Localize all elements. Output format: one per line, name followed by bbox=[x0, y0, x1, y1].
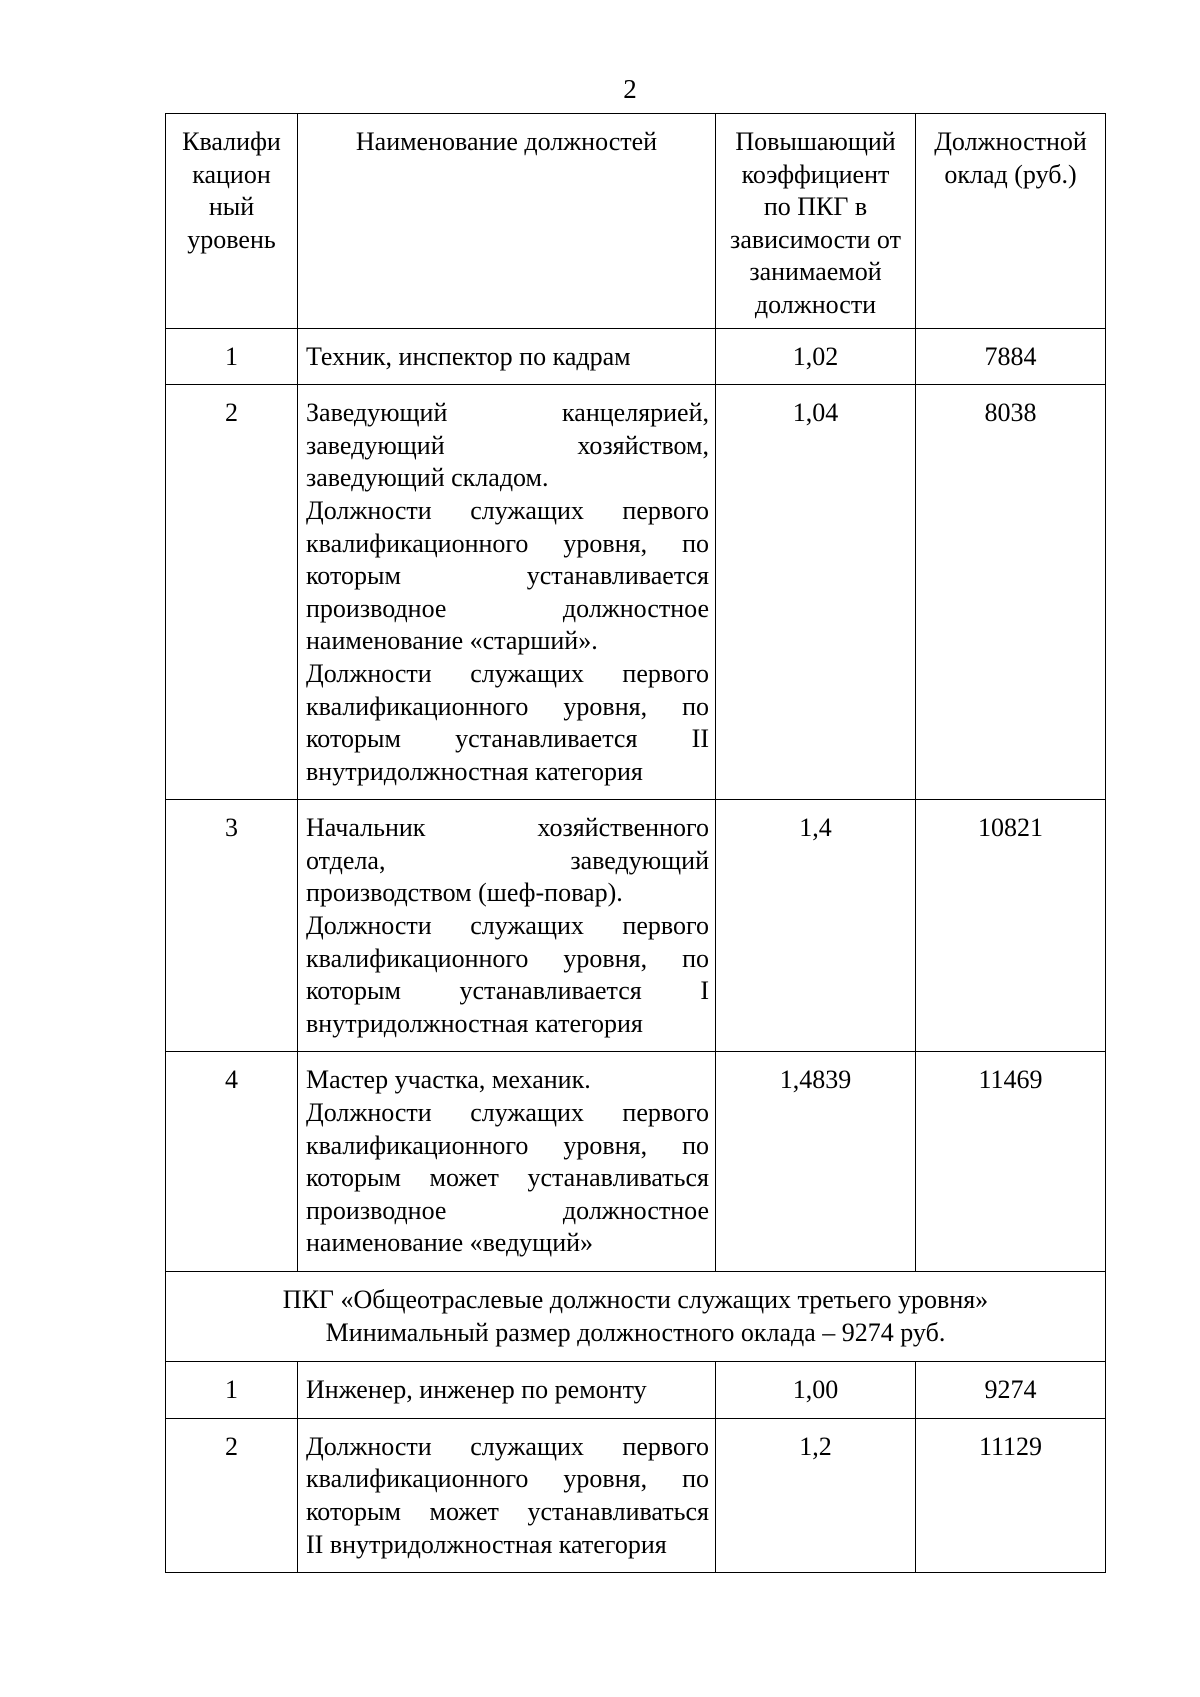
header-level-line: уровень bbox=[187, 224, 276, 254]
table-row bbox=[166, 328, 1106, 385]
coefficient-cell: 1,00 bbox=[716, 1362, 916, 1419]
header-qualification-level bbox=[166, 114, 298, 329]
table-body-group-2 bbox=[166, 1362, 1106, 1573]
table-row bbox=[166, 1362, 1106, 1419]
position-name-line: заведующий складом. bbox=[306, 463, 549, 493]
position-name-cell bbox=[298, 1418, 716, 1572]
header-coefficient-line: занимаемой bbox=[749, 257, 882, 287]
position-name-line: наименование «ведущий» bbox=[306, 1228, 594, 1258]
header-coefficient-line: по ПКГ в bbox=[763, 192, 868, 222]
position-name-line: Должности служащих первого bbox=[306, 658, 709, 688]
salary-cell: 7884 bbox=[916, 328, 1106, 385]
position-name-line: производное должностное bbox=[306, 593, 709, 623]
position-name-line: квалификационного уровня, по bbox=[306, 691, 709, 721]
position-name-line: которым может устанавливаться bbox=[306, 1496, 709, 1526]
position-name-cell bbox=[298, 328, 716, 385]
table-row bbox=[166, 800, 1106, 1052]
position-name-line: которым устанавливается bbox=[306, 561, 709, 591]
position-name-line: квалификационного уровня, по bbox=[306, 1464, 709, 1494]
position-name-line: Должности служащих первого bbox=[306, 495, 709, 525]
salary-cell: 9274 bbox=[916, 1362, 1106, 1419]
level-cell: 1 bbox=[166, 328, 298, 385]
table-header-row bbox=[166, 114, 1106, 329]
position-name-line: квалификационного уровня, по bbox=[306, 528, 709, 558]
table-row bbox=[166, 1052, 1106, 1272]
header-level-line: Квалифи bbox=[182, 127, 281, 156]
position-name-line: наименование «старший». bbox=[306, 626, 598, 656]
position-name-cell bbox=[298, 800, 716, 1052]
position-name-line: II внутридолжностная категория bbox=[306, 1529, 667, 1559]
header-coefficient-line: должности bbox=[754, 289, 877, 319]
position-name-line: Должности служащих первого bbox=[306, 1431, 709, 1461]
position-name-cell bbox=[298, 1362, 716, 1419]
position-name-line: внутридолжностная категория bbox=[306, 1008, 643, 1038]
position-name-line: Инженер, инженер по ремонту bbox=[306, 1375, 647, 1405]
group-header-section bbox=[166, 1272, 1106, 1362]
header-salary-line: Должностной bbox=[934, 127, 1087, 156]
position-name-line: которым устанавливается II bbox=[306, 724, 709, 754]
position-name-line: Мастер участка, механик. bbox=[306, 1065, 591, 1095]
coefficient-cell: 1,02 bbox=[716, 328, 916, 385]
position-name-line: квалификационного уровня, по bbox=[306, 1130, 709, 1160]
coefficient-cell: 1,04 bbox=[716, 385, 916, 800]
level-cell: 2 bbox=[166, 385, 298, 800]
position-name-line: Должности служащих первого bbox=[306, 911, 709, 941]
position-name-line: Начальник хозяйственного bbox=[306, 813, 709, 843]
table-row bbox=[166, 1418, 1106, 1572]
salary-cell: 11469 bbox=[916, 1052, 1106, 1272]
position-name-line: производное должностное bbox=[306, 1195, 709, 1225]
position-name-line: которым может устанавливаться bbox=[306, 1163, 709, 1193]
position-name-line: Техник, инспектор по кадрам bbox=[306, 341, 631, 371]
header-level-line: кацион bbox=[192, 159, 271, 189]
group-header-row bbox=[166, 1272, 1106, 1362]
position-name-line: заведующий хозяйством, bbox=[306, 430, 709, 460]
position-name-line: отдела, заведующий bbox=[306, 845, 709, 875]
group-title: ПКГ «Общеотраслевые должности служащих третьего уровня» bbox=[282, 1285, 989, 1314]
level-cell: 3 bbox=[166, 800, 298, 1052]
header-coefficient-line: коэффициент bbox=[741, 159, 890, 189]
position-name-cell bbox=[298, 1052, 716, 1272]
page-number: 2 bbox=[623, 74, 637, 104]
salary-table bbox=[165, 113, 1106, 1573]
group-min-salary: Минимальный размер должностного оклада – 9274 руб. bbox=[325, 1317, 946, 1347]
level-cell: 1 bbox=[166, 1362, 298, 1419]
group-header-cell bbox=[166, 1272, 1106, 1362]
table-body-group-1 bbox=[166, 328, 1106, 1271]
header-coefficient-line: зависимости от bbox=[730, 224, 901, 254]
header-coefficient bbox=[716, 114, 916, 329]
position-name-cell bbox=[298, 385, 716, 800]
salary-cell: 10821 bbox=[916, 800, 1106, 1052]
position-name-line: внутридолжностная категория bbox=[306, 756, 643, 786]
position-name-line: Заведующий канцелярией, bbox=[306, 398, 709, 428]
level-cell: 4 bbox=[166, 1052, 298, 1272]
coefficient-cell: 1,4 bbox=[716, 800, 916, 1052]
coefficient-cell: 1,4839 bbox=[716, 1052, 916, 1272]
salary-cell: 11129 bbox=[916, 1418, 1106, 1572]
position-name-line: квалификационного уровня, по bbox=[306, 943, 709, 973]
header-position-name: Наименование должностей bbox=[298, 114, 716, 329]
header-coefficient-line: Повышающий bbox=[735, 127, 896, 156]
table-row bbox=[166, 385, 1106, 800]
coefficient-cell: 1,2 bbox=[716, 1418, 916, 1572]
salary-cell: 8038 bbox=[916, 385, 1106, 800]
header-salary bbox=[916, 114, 1106, 329]
position-name-line: которым устанавливается I bbox=[306, 976, 709, 1006]
header-level-line: ный bbox=[208, 192, 255, 222]
header-salary-line: оклад (руб.) bbox=[944, 159, 1077, 189]
position-name-line: Должности служащих первого bbox=[306, 1098, 709, 1128]
position-name-line: производством (шеф-повар). bbox=[306, 878, 623, 908]
level-cell: 2 bbox=[166, 1418, 298, 1572]
